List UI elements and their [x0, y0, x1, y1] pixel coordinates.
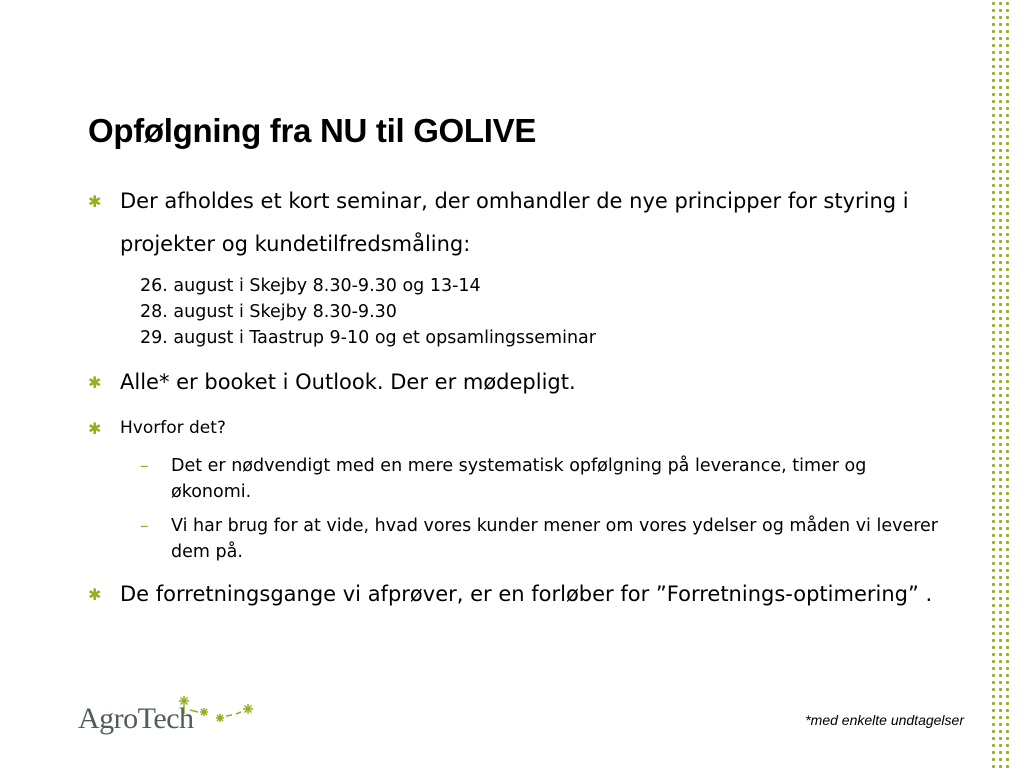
bullet-item [88, 180, 958, 266]
sub-bullet-item [140, 513, 940, 565]
sub-bullet-item [140, 453, 940, 505]
seminar-date: 26. august i Skejby 8.30-9.30 og 13-14 [140, 276, 481, 296]
footnote: *med enkelte undtagelser [805, 712, 964, 728]
asterisk-bullet-icon: ✱ [88, 373, 102, 392]
bullet-text: Der afholdes et kort seminar, der omhandler de nye principper for styring i projekter og kundetilfredsmåling: [120, 189, 909, 256]
dash-bullet-icon: – [140, 516, 149, 536]
asterisk-bullet-icon: ✱ [88, 419, 102, 438]
sub-bullet-text: Det er nødvendigt med en mere systematisk opfølgning på leverance, timer og økonomi. [171, 456, 867, 502]
sub-bullet-text: Vi har brug for at vide, hvad vores kunder mener om vores ydelser og måden vi leverer dem på. [171, 516, 939, 562]
bullet-item [88, 414, 958, 442]
bullet-text: De forretningsgange vi afprøver, er en forløber for ”Forretnings-optimering” . [120, 582, 933, 606]
bullet-text: Hvorfor det? [120, 418, 226, 438]
seminar-dates [140, 273, 596, 351]
decorative-dotted-border [990, 0, 1010, 768]
bullet-text: Alle* er booket i Outlook. Der er mødepligt. [120, 370, 576, 394]
agrotech-logo [78, 690, 268, 750]
logo-text: AgroTech [78, 702, 194, 735]
asterisk-bullet-icon: ✱ [88, 192, 102, 211]
bullet-item [88, 573, 958, 616]
bullet-item [88, 361, 958, 404]
seminar-date: 29. august i Taastrup 9-10 og et opsamlingsseminar [140, 328, 596, 348]
slide-title: Opfølgning fra NU til GOLIVE [88, 112, 537, 149]
asterisk-bullet-icon: ✱ [88, 585, 102, 604]
seminar-date: 28. august i Skejby 8.30-9.30 [140, 302, 397, 322]
dash-bullet-icon: – [140, 456, 149, 476]
